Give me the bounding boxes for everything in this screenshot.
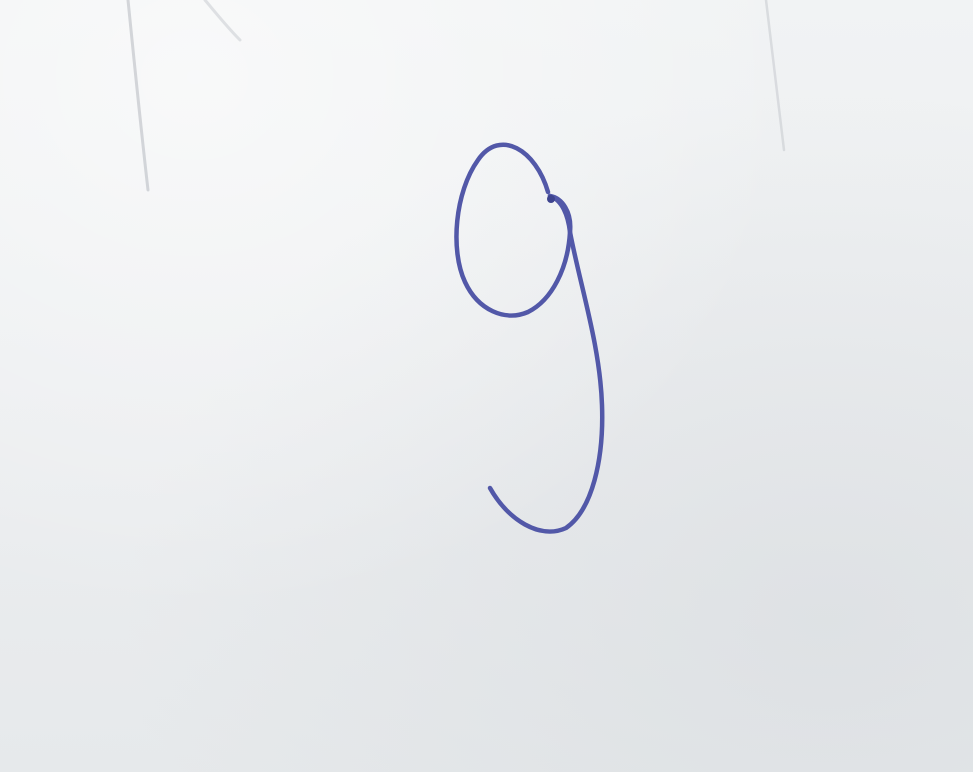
faint-mark-top — [205, 0, 240, 40]
faint-mark-left — [128, 0, 148, 190]
faint-mark-right — [766, 0, 784, 150]
digit-tail — [490, 196, 602, 532]
handwritten-digit-nine — [456, 145, 602, 532]
pen-dot — [547, 195, 555, 203]
digit-loop — [456, 145, 570, 316]
